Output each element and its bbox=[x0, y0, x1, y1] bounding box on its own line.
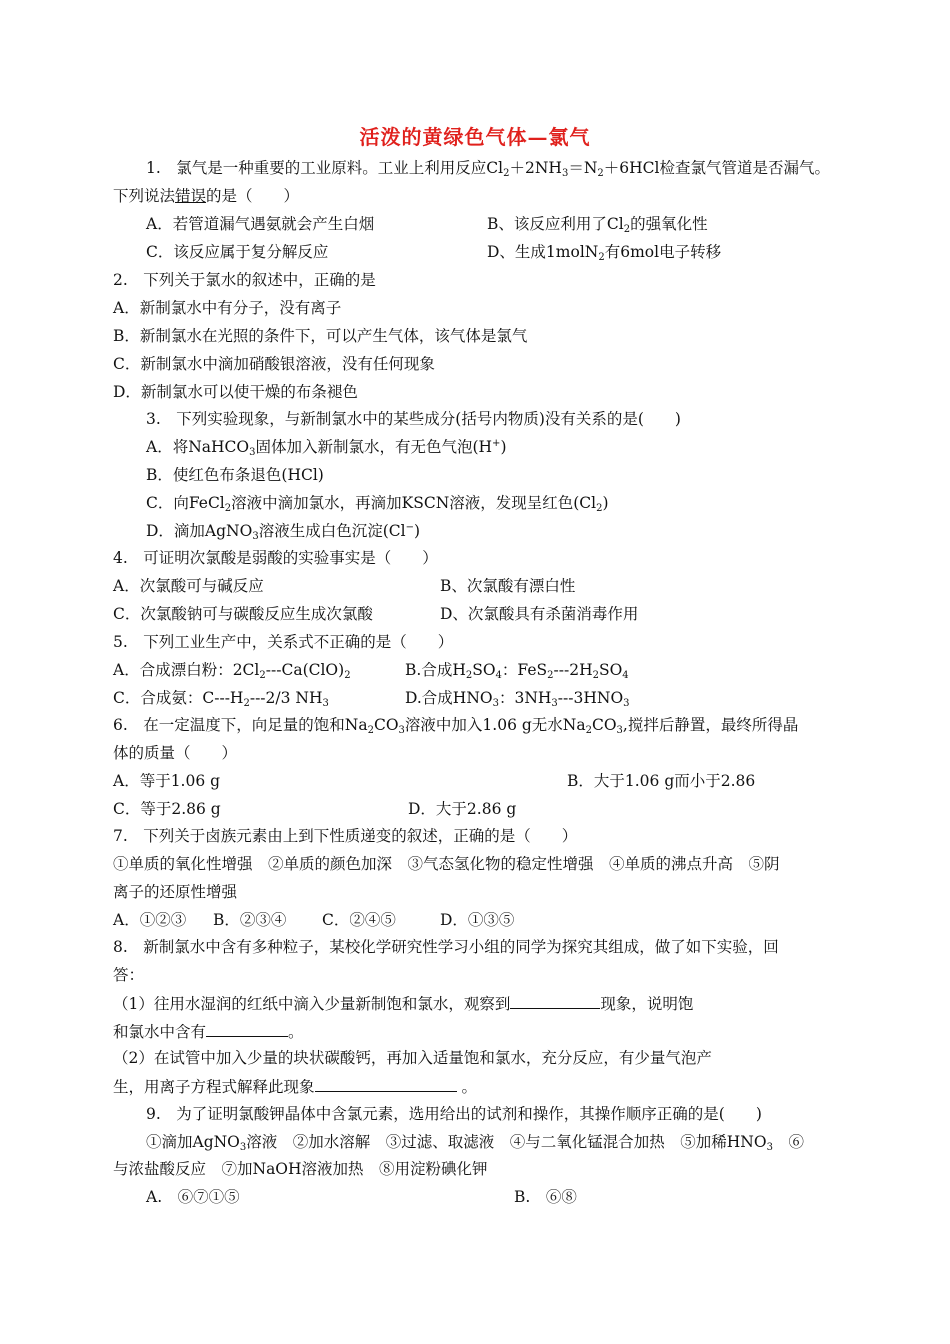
q9-items: ①滴加AgNO$_3$溶液 ②加水溶解 ③过滤、取滤液 ④与二氧化锰混合加热 ⑤加稀$HNO_3$ ⑥ bbox=[146, 1133, 804, 1153]
q8-part2-line2: 生，用离子方程式解释此现象 。 bbox=[113, 1075, 477, 1098]
q6-option-b: B．大于1.06 g而小于2.86 bbox=[567, 772, 756, 790]
q3-option-b: B．使红色布条退色(HCl) bbox=[146, 466, 324, 484]
q7-option-a: A．①②③ bbox=[113, 911, 187, 929]
q6-option-c: C．等于2.86 g bbox=[113, 800, 221, 818]
q7-stem: 7. 下列关于卤族元素由上到下性质递变的叙述，正确的是（ ） bbox=[113, 827, 578, 845]
q9-items-line2: 与浓盐酸反应 ⑦加NaOH溶液加热 ⑧用淀粉碘化钾 bbox=[113, 1160, 488, 1178]
q5-option-b: B.合成$H_2SO_4$：$FeS_2---2H_2SO_4$ bbox=[405, 661, 629, 681]
q4-option-b: B、次氯酸有漂白性 bbox=[440, 577, 576, 595]
q6-option-a: A．等于1.06 g bbox=[113, 772, 221, 790]
q2-option-d: D．新制氯水可以使干燥的布条褪色 bbox=[113, 383, 358, 401]
q5-option-d: D.合成$HNO_3$：$3NH_3---3HNO_3$ bbox=[405, 689, 630, 709]
q8-part1-line2: 和氯水中含有 。 bbox=[113, 1020, 304, 1043]
q7-option-c: C．②④⑤ bbox=[322, 911, 396, 929]
q5-option-a: A．合成漂白粉：$2Cl_2---Ca(ClO)_2$ bbox=[113, 661, 351, 681]
page-title: 活泼的黄绿色气体—氯气 bbox=[359, 125, 591, 149]
q9-option-a: A. ⑥⑦①⑤ bbox=[146, 1188, 240, 1206]
q6-stem: 6. 在一定温度下，向足量的饱和$Na_2CO_3$溶液中加入1.06 g无水$Na_2CO_3$,搅拌后静置，最终所得晶 bbox=[113, 716, 799, 736]
q5-stem: 5. 下列工业生产中，关系式不正确的是（ ） bbox=[113, 633, 454, 651]
q8-blank-3[interactable] bbox=[315, 1075, 457, 1092]
q7-option-d: D．①③⑤ bbox=[440, 911, 515, 929]
q2-option-b: B．新制氯水在光照的条件下，可以产生气体，该气体是氯气 bbox=[113, 327, 528, 345]
q1-option-c: C．该反应属于复分解反应 bbox=[146, 243, 329, 261]
q3-stem: 3. 下列实验现象，与新制氯水中的某些成分(括号内物质)没有关系的是( ) bbox=[146, 410, 681, 428]
q8-part2: （2）在试管中加入少量的块状碳酸钙，再加入适量饱和氯水，充分反应，有少量气泡产 bbox=[113, 1049, 712, 1067]
q4-option-d: D、次氯酸具有杀菌消毒作用 bbox=[440, 605, 639, 623]
q1-option-b: B、该反应利用了$Cl_2$的强氧化性 bbox=[487, 215, 708, 235]
q4-option-c: C．次氯酸钠可与碳酸反应生成次氯酸 bbox=[113, 605, 373, 623]
q8-part1: （1）往用水湿润的红纸中滴入少量新制饱和氯水，观察到 现象，说明饱 bbox=[113, 992, 693, 1015]
q9-option-b: B. ⑥⑧ bbox=[514, 1188, 577, 1206]
q2-option-a: A．新制氯水中有分子，没有离子 bbox=[113, 299, 342, 317]
q8-stem-line2: 答： bbox=[113, 966, 145, 984]
q9-stem: 9. 为了证明氯酸钾晶体中含氯元素，选用给出的试剂和操作，其操作顺序正确的是( ) bbox=[146, 1105, 762, 1123]
q2-option-c: C．新制氯水中滴加硝酸银溶液，没有任何现象 bbox=[113, 355, 435, 373]
q7-items-line2: 离子的还原性增强 bbox=[113, 883, 238, 901]
q5-option-c: C．合成氨：$C---H_2---2/3$ $NH_3$ bbox=[113, 689, 329, 709]
q3-option-c: C．向FeCl$_2$溶液中滴加氯水，再滴加KSCN溶液，发现呈红色$(Cl_2)$ bbox=[146, 494, 609, 514]
q4-stem: 4. 可证明次氯酸是弱酸的实验事实是（ ） bbox=[113, 549, 438, 567]
q8-stem: 8. 新制氯水中含有多种粒子，某校化学研究性学习小组的同学为探究其组成，做了如下实验，回 bbox=[113, 938, 779, 956]
q1-stem: 1. 氯气是一种重要的工业原料。工业上利用反应$Cl_2+2NH_3=N_2+6HCl$检查氯气管道是否漏气。 bbox=[146, 159, 830, 179]
q1-stem-line2: 下列说法错误的是（ ） bbox=[113, 187, 300, 205]
q4-option-a: A．次氯酸可与碱反应 bbox=[113, 577, 264, 595]
q6-option-d: D．大于2.86 g bbox=[408, 800, 517, 818]
q1-option-a: A．若管道漏气遇氨就会产生白烟 bbox=[146, 215, 375, 233]
q6-stem-line2: 体的质量（ ） bbox=[113, 744, 238, 762]
q7-option-b: B．②③④ bbox=[213, 911, 287, 929]
q7-items: ①单质的氧化性增强 ②单质的颜色加深 ③气态氢化物的稳定性增强 ④单质的沸点升高 ⑤阴 bbox=[113, 855, 780, 873]
q1-option-d: D、生成1molN$_2$有6mol电子转移 bbox=[487, 243, 722, 263]
q2-stem: 2. 下列关于氯水的叙述中，正确的是 bbox=[113, 271, 376, 289]
q8-blank-1[interactable] bbox=[510, 992, 600, 1009]
q3-option-a: A．将NaHCO$_3$固体加入新制氯水，有无色气泡(H+) bbox=[146, 438, 507, 458]
q3-option-d: D．滴加AgNO$_3$溶液生成白色沉淀(Cl−) bbox=[146, 522, 421, 542]
q8-blank-2[interactable] bbox=[206, 1020, 288, 1037]
